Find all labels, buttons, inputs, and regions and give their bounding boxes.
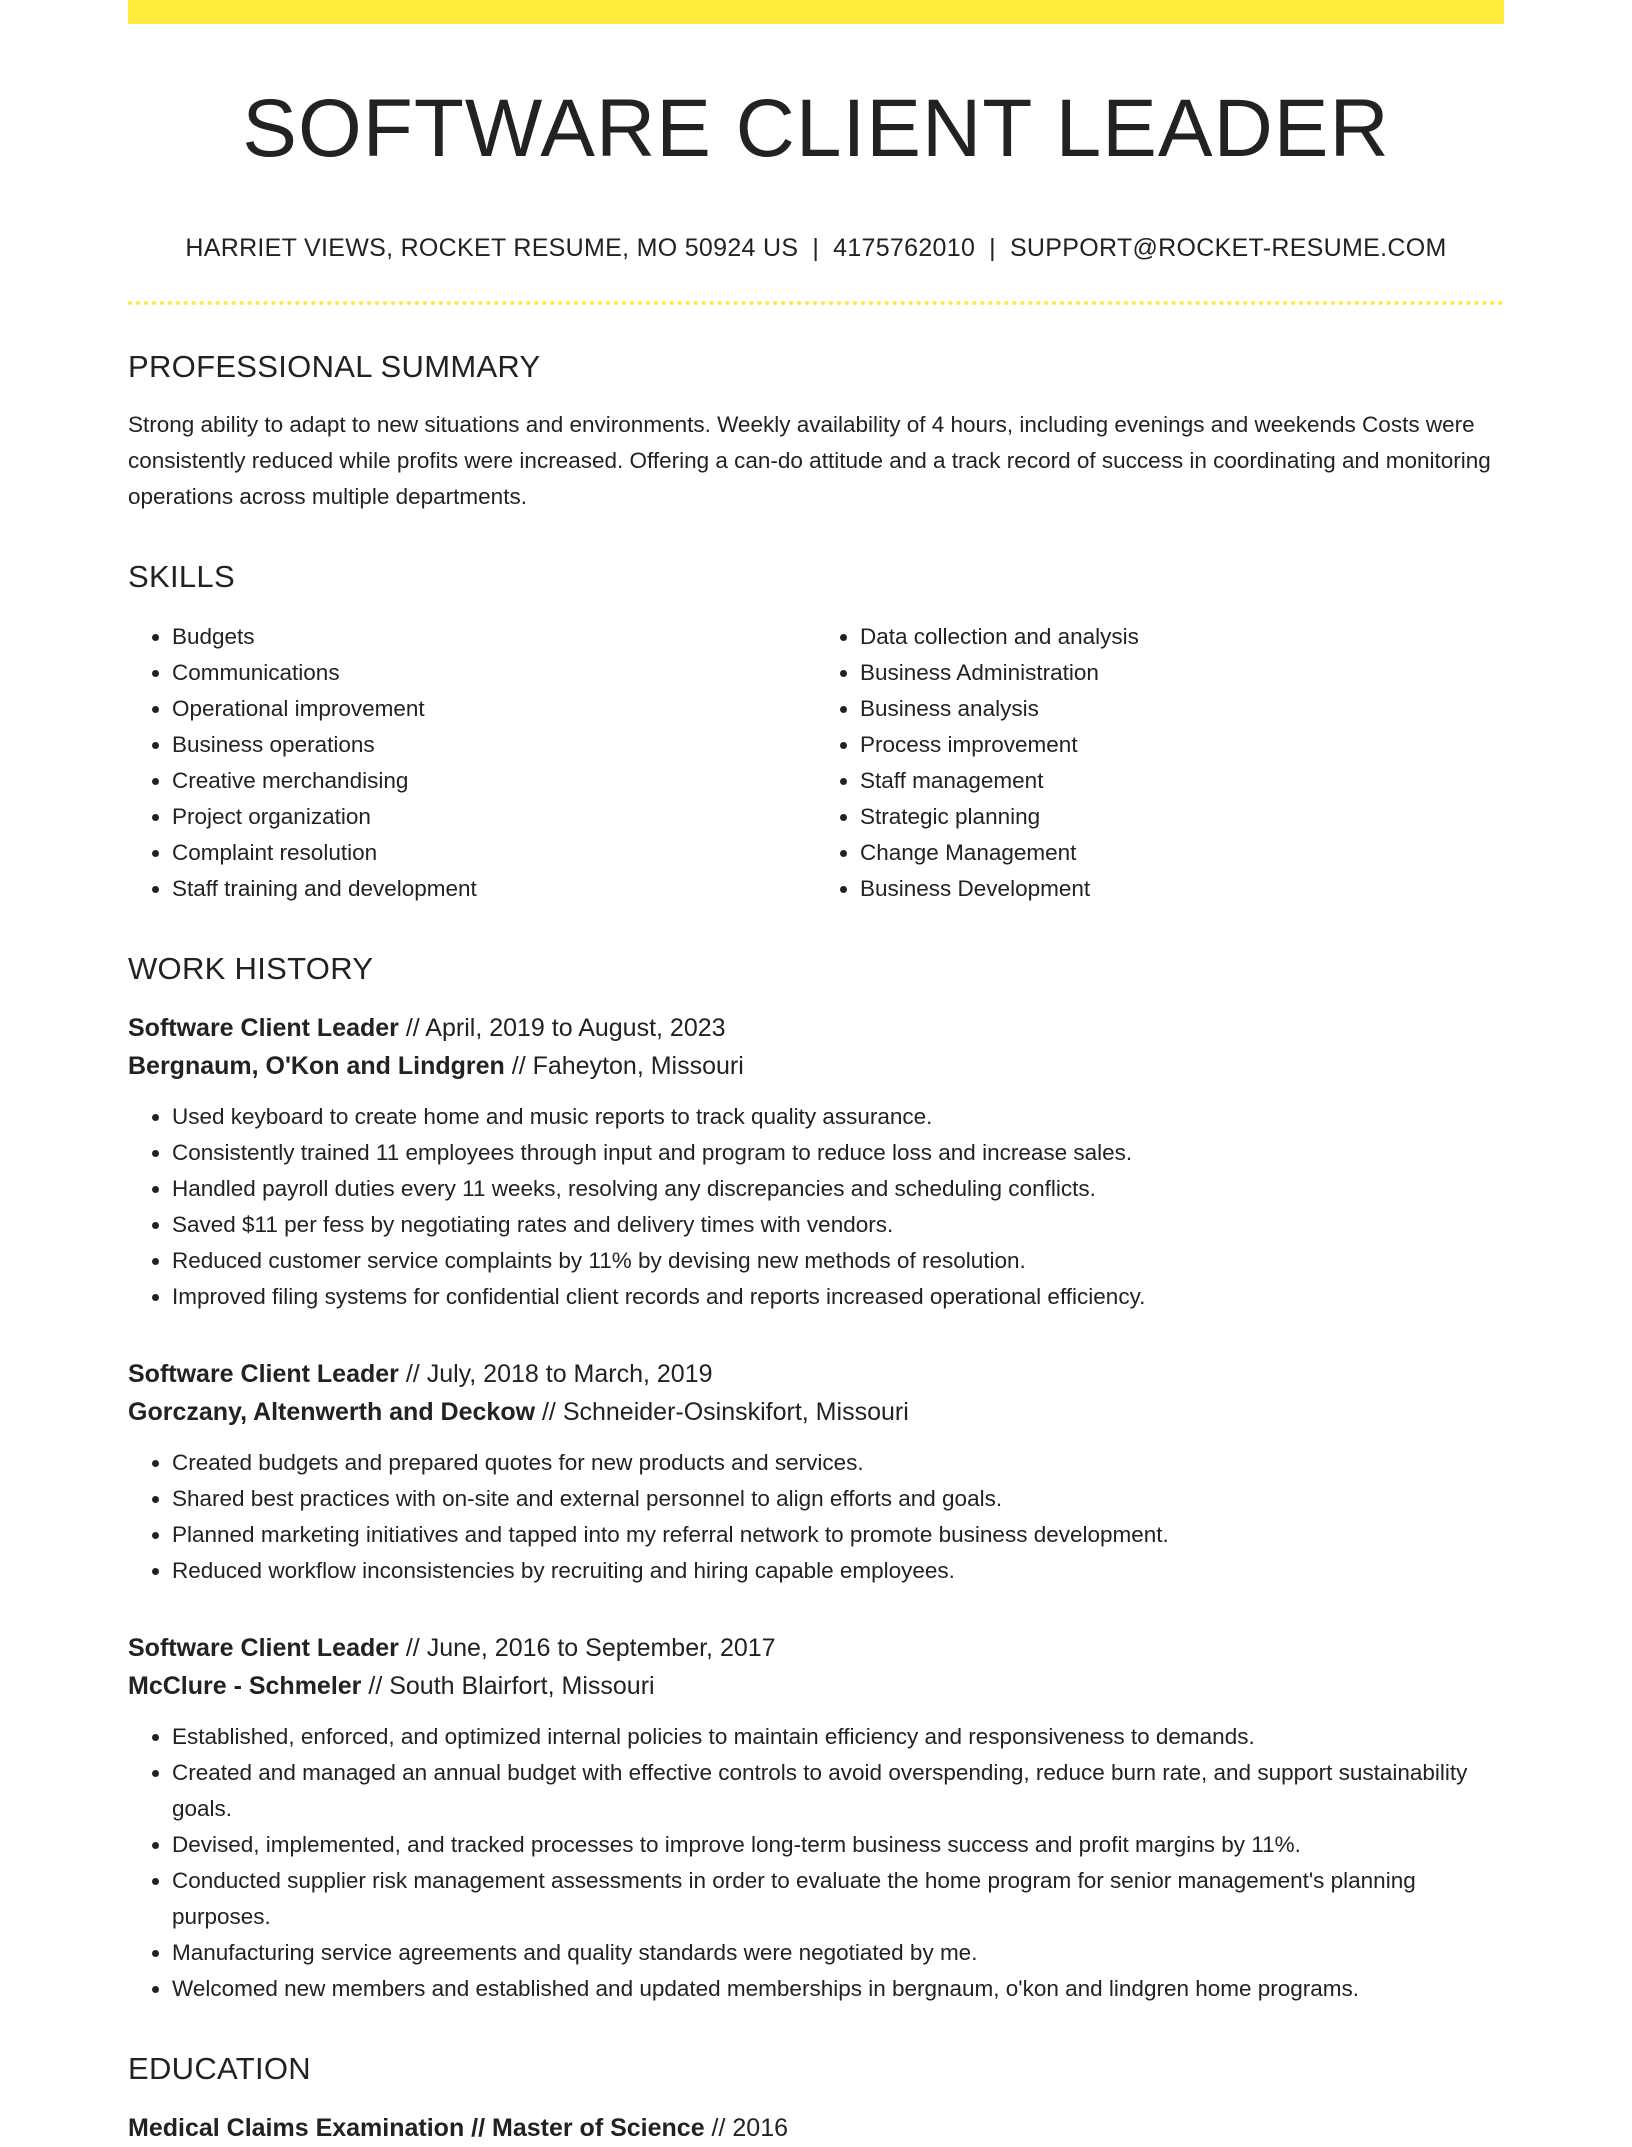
education-field: Medical Claims Examination: [128, 2114, 465, 2143]
contact-separator: |: [989, 234, 996, 263]
contact-separator: |: [812, 234, 820, 263]
job-dates: // July, 2018 to March, 2019: [398, 1360, 713, 1389]
page-title: SOFTWARE CLIENT LEADER: [242, 83, 1390, 174]
job-location: // South Blairfort, Missouri: [361, 1672, 655, 1701]
skill-item: • Complaint resolution: [172, 835, 816, 871]
skill-item: • Creative merchandising: [172, 763, 816, 799]
job-bullet: • Saved $11 per fess by negotiating rates and delivery times with vendors.: [172, 1207, 1504, 1243]
contact-line: [128, 234, 1504, 263]
job-company-line: [128, 1393, 1504, 1431]
job-bullet: • Reduced customer service complaints by 11% by devising new methods of resolution.: [172, 1243, 1504, 1279]
skill-item: • Strategic planning: [860, 799, 1504, 835]
job-entry: [128, 1629, 1504, 2007]
job-role-line: [128, 1009, 1504, 1047]
job-bullet: • Created budgets and prepared quotes for new products and services.: [172, 1445, 1504, 1481]
job-role: Software Client Leader: [128, 1360, 399, 1389]
skill-item: • Budgets: [172, 619, 816, 655]
job-bullet: • Improved filing systems for confidential client records and reports increased operational efficiency.: [172, 1279, 1504, 1315]
skill-item: • Operational improvement: [172, 691, 816, 727]
job-location: // Schneider-Osinskifort, Missouri: [535, 1398, 909, 1427]
contact-phone: 4175762010: [833, 234, 976, 263]
job-bullet: • Shared best practices with on-site and external personnel to align efforts and goals.: [172, 1481, 1504, 1517]
skills-columns: [128, 619, 1504, 907]
job-bullet: • Conducted supplier risk management assessments in order to evaluate the home program for senior management's planning purposes.: [172, 1863, 1504, 1935]
education-list: [128, 2109, 1504, 2147]
job-bullet: • Reduced workflow inconsistencies by recruiting and hiring capable employees.: [172, 1553, 1504, 1589]
job-company: McClure - Schmeler: [128, 1672, 362, 1701]
job-entry: [128, 1009, 1504, 1315]
skill-item: • Staff training and development: [172, 871, 816, 907]
contact-email: SUPPORT@ROCKET-RESUME.COM: [1009, 234, 1447, 263]
education-separator: //: [464, 2114, 493, 2143]
education-entry: [128, 2109, 1504, 2147]
skill-item: • Change Management: [860, 835, 1504, 871]
job-company: Gorczany, Altenwerth and Deckow: [128, 1398, 536, 1427]
skill-item: • Business analysis: [860, 691, 1504, 727]
job-bullet: • Devised, implemented, and tracked processes to improve long-term business success and profit margins by 11%.: [172, 1827, 1504, 1863]
skill-item: • Data collection and analysis: [860, 619, 1504, 655]
job-company: Bergnaum, O'Kon and Lindgren: [128, 1052, 505, 1081]
dotted-divider: [128, 301, 1504, 305]
skill-item: • Business Administration: [860, 655, 1504, 691]
skill-item: • Communications: [172, 655, 816, 691]
job-role: Software Client Leader: [128, 1014, 399, 1043]
skill-item: • Process improvement: [860, 727, 1504, 763]
job-bullet: • Planned marketing initiatives and tapped into my referral network to promote business development.: [172, 1517, 1504, 1553]
job-bullet: • Manufacturing service agreements and quality standards were negotiated by me.: [172, 1935, 1504, 1971]
work-history-list: [128, 1009, 1504, 2007]
job-company-line: [128, 1047, 1504, 1085]
education-heading: EDUCATION: [128, 2051, 311, 2087]
job-role-line: [128, 1355, 1504, 1393]
job-role: Software Client Leader: [128, 1634, 399, 1663]
job-company-line: [128, 1667, 1504, 1705]
job-bullet: • Used keyboard to create home and music reports to track quality assurance.: [172, 1099, 1504, 1135]
resume-page: [128, 0, 1504, 2147]
education-year: // 2016: [704, 2114, 789, 2143]
skills-heading: SKILLS: [128, 559, 235, 595]
skill-item: • Business Development: [860, 871, 1504, 907]
job-role-line: [128, 1629, 1504, 1667]
job-bullets: [128, 1719, 1504, 2007]
job-bullet: • Handled payroll duties every 11 weeks, resolving any discrepancies and scheduling conflicts.: [172, 1171, 1504, 1207]
education-degree: Master of Science: [492, 2114, 705, 2143]
job-dates: // April, 2019 to August, 2023: [398, 1014, 726, 1043]
job-location: // Faheyton, Missouri: [504, 1052, 744, 1081]
skills-list-right: [816, 619, 1504, 907]
job-bullet: • Consistently trained 11 employees through input and program to reduce loss and increase sales.: [172, 1135, 1504, 1171]
contact-address: HARRIET VIEWS, ROCKET RESUME, MO 50924 US: [185, 234, 799, 263]
job-bullets: [128, 1445, 1504, 1589]
work-history-heading: WORK HISTORY: [128, 951, 374, 987]
skill-item: • Business operations: [172, 727, 816, 763]
job-entry: [128, 1355, 1504, 1589]
skill-item: • Project organization: [172, 799, 816, 835]
job-bullet: • Established, enforced, and optimized internal policies to maintain efficiency and responsiveness to demands.: [172, 1719, 1504, 1755]
job-dates: // June, 2016 to September, 2017: [398, 1634, 776, 1663]
job-bullets: [128, 1099, 1504, 1315]
skills-list-left: [128, 619, 816, 907]
skill-item: • Staff management: [860, 763, 1504, 799]
summary-heading: PROFESSIONAL SUMMARY: [128, 349, 541, 385]
summary-text: Strong ability to adapt to new situations and environments. Weekly availability of 4 hours, including evenings and weekends Costs were consistently reduced while profits were increased. Offering a can-do attitude and a track record of success in coordinating and monitoring operations across multiple departments.: [128, 412, 1491, 510]
accent-top-bar: [128, 0, 1504, 24]
job-bullet: • Welcomed new members and established and updated memberships in bergnaum, o'kon and lindgren home programs.: [172, 1971, 1504, 2007]
job-bullet: • Created and managed an annual budget with effective controls to avoid overspending, reduce burn rate, and support sustainability goals.: [172, 1755, 1504, 1827]
